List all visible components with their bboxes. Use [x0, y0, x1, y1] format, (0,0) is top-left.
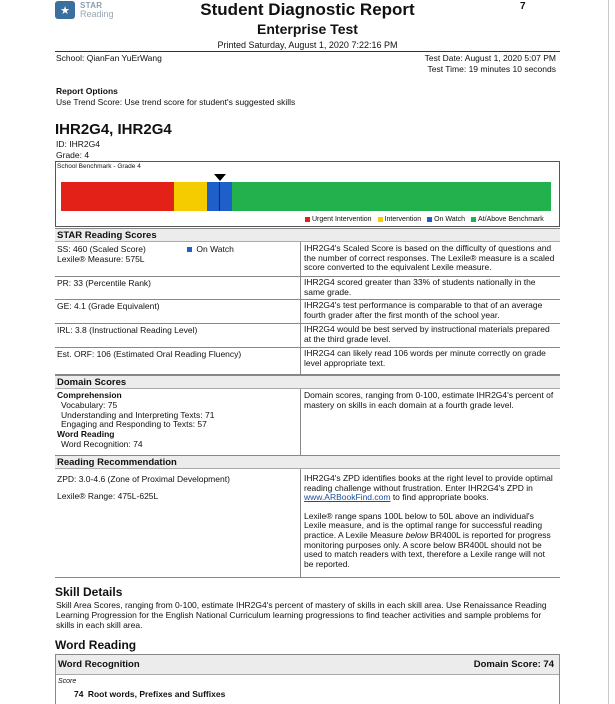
recommendation-heading: Reading Recommendation	[55, 455, 560, 469]
star-icon: ★	[55, 1, 75, 19]
score-marker-line	[219, 182, 220, 211]
on-watch-text: On Watch	[196, 244, 234, 254]
skill-details-text: Skill Area Scores, ranging from 0-100, estimate IHR2G4's percent of mastery of skills in each skill area. Use Renaissance Reading Learning Progression for the English National Curriculum learning progressions to find teacher activities and sample problems for skills in each skill area.	[56, 600, 547, 630]
word-reading-heading: Word Reading	[55, 638, 137, 652]
word-recognition-score: Word Recognition: 74	[61, 438, 143, 449]
vocabulary-score: Vocabulary: 75	[61, 399, 118, 410]
legend-benchmark-swatch	[471, 217, 476, 222]
test-time: Test Time: 19 minutes 10 seconds	[427, 64, 556, 74]
test-date: Test Date: August 1, 2020 5:07 PM	[424, 53, 556, 63]
word-recognition-title: Word Recognition	[58, 659, 140, 670]
scaled-score	[57, 244, 297, 254]
score-row-irl	[55, 323, 560, 348]
report-title: Student Diagnostic Report	[200, 0, 415, 19]
skill-item	[56, 685, 559, 699]
bar-at-above-benchmark	[232, 182, 551, 211]
score-row-pr	[55, 276, 560, 300]
word-reading-label: Word Reading	[57, 429, 115, 440]
domain-row	[55, 389, 560, 456]
benchmark-label: School Benchmark - Grade 4	[57, 163, 141, 170]
lexile-range: Lexile® Range: 475L-625L	[57, 491, 159, 501]
on-watch-indicator	[187, 244, 234, 254]
domain-heading: Domain Scores	[55, 375, 560, 389]
score-row-ge	[55, 299, 560, 324]
legend-on-watch: On Watch	[434, 216, 466, 223]
benchmark-legend	[305, 216, 544, 223]
recommendation-description	[304, 474, 556, 569]
recommendation-row	[55, 469, 560, 578]
score-row-ss	[55, 242, 560, 277]
grade-equivalent: GE: 4.1 (Grade Equivalent)	[57, 301, 160, 311]
scaled-score-text: SS: 460 (Scaled Score)	[57, 244, 146, 254]
lexile-range-description: Lexile® range spans 100L below to 50L above an individual's Lexile measure, and is the optimal range for successful reading practice. A Lexile Measure below BR400L is reported for progress monitoring purposes only. A score below BR400L should not be used to match readers with text, therefore a Lexile range will not be reported.	[304, 510, 551, 569]
skill-details-heading: Skill Details	[55, 585, 123, 599]
zpd-description: IHR2G4's ZPD identifies books at the right level to provide optimal reading challenge without frustration. Enter IHR2G4's ZPD in www.ARBookFind.com to find appropriate books.	[304, 473, 553, 503]
bar-intervention	[174, 182, 207, 211]
percentile-rank-description: IHR2G4 scored greater than 33% of students nationally in the same grade.	[304, 277, 536, 297]
on-watch-swatch	[187, 247, 192, 252]
school-name: School: QianFan YuErWang	[56, 53, 162, 63]
report-options-heading: Report Options	[56, 86, 118, 96]
lexile-measure: Lexile® Measure: 575L	[57, 254, 145, 264]
legend-urgent-swatch	[305, 217, 310, 222]
score-marker-icon	[214, 174, 226, 181]
printed-timestamp: Printed Saturday, August 1, 2020 7:22:16 PM	[217, 40, 398, 50]
logo-reading-text: Reading	[80, 9, 114, 19]
score-column-label: Score	[58, 678, 77, 685]
scaled-score-description: IHR2G4's Scaled Score is based on the difficulty of questions and the number of correct responses. The Lexile® measure is a scaled score converted to the equivalent Lexile measure.	[304, 243, 555, 273]
score-row-orf	[55, 347, 560, 375]
student-grade: Grade: 4	[56, 150, 90, 160]
logo-star-text: STAR	[80, 1, 103, 10]
test-info	[380, 53, 556, 75]
arbookfind-link[interactable]: www.ARBookFind.com	[304, 492, 391, 503]
instructional-reading-level: IRL: 3.8 (Instructional Reading Level)	[57, 325, 198, 335]
report-options-text: Use Trend Score: Use trend score for student's suggested skills	[56, 97, 296, 107]
legend-intervention-swatch	[378, 217, 383, 222]
legend-at-above: At/Above Benchmark	[478, 216, 544, 223]
grade-equivalent-description: IHR2G4's test performance is comparable to that of an average fourth grader after the first month of the school year.	[304, 300, 543, 320]
understanding-score: Understanding and Interpreting Texts: 71	[61, 409, 215, 420]
skill-item-score: 74	[74, 689, 84, 699]
domain-score: Domain Score: 74	[473, 659, 554, 670]
page-number: 7	[520, 1, 526, 12]
legend-intervention: Intervention	[384, 216, 422, 223]
legend-on-watch-swatch	[427, 217, 432, 222]
percentile-rank: PR: 33 (Percentile Rank)	[57, 278, 152, 288]
report-subtitle: Enterprise Test	[257, 21, 358, 37]
legend-urgent: Urgent Intervention	[312, 216, 372, 223]
orf-description: IHR2G4 can likely read 106 words per minute correctly on grade level appropriate text.	[304, 348, 546, 368]
scores-heading: STAR Reading Scores	[55, 228, 560, 242]
comprehension-label: Comprehension	[57, 390, 122, 400]
header-divider	[55, 51, 560, 52]
skill-item-label: Root words, Prefixes and Suffixes	[87, 689, 226, 699]
word-recognition-header	[56, 655, 559, 675]
bar-urgent-intervention	[61, 182, 174, 211]
oral-reading-fluency: Est. ORF: 106 (Estimated Oral Reading Fluency)	[57, 349, 242, 359]
irl-description: IHR2G4 would be best served by instructional materials prepared at the third grade level.	[304, 324, 550, 344]
word-recognition-box	[55, 654, 560, 704]
student-name: IHR2G4, IHR2G4	[55, 121, 172, 138]
engaging-score: Engaging and Responding to Texts: 57	[61, 419, 207, 430]
domain-description: Domain scores, ranging from 0-100, estimate IHR2G4's percent of mastery on skills in each domain at a fourth grade level.	[304, 390, 554, 410]
zpd-range: ZPD: 3.0-4.6 (Zone of Proximal Development)	[57, 474, 230, 484]
student-id: ID: IHR2G4	[56, 139, 100, 149]
